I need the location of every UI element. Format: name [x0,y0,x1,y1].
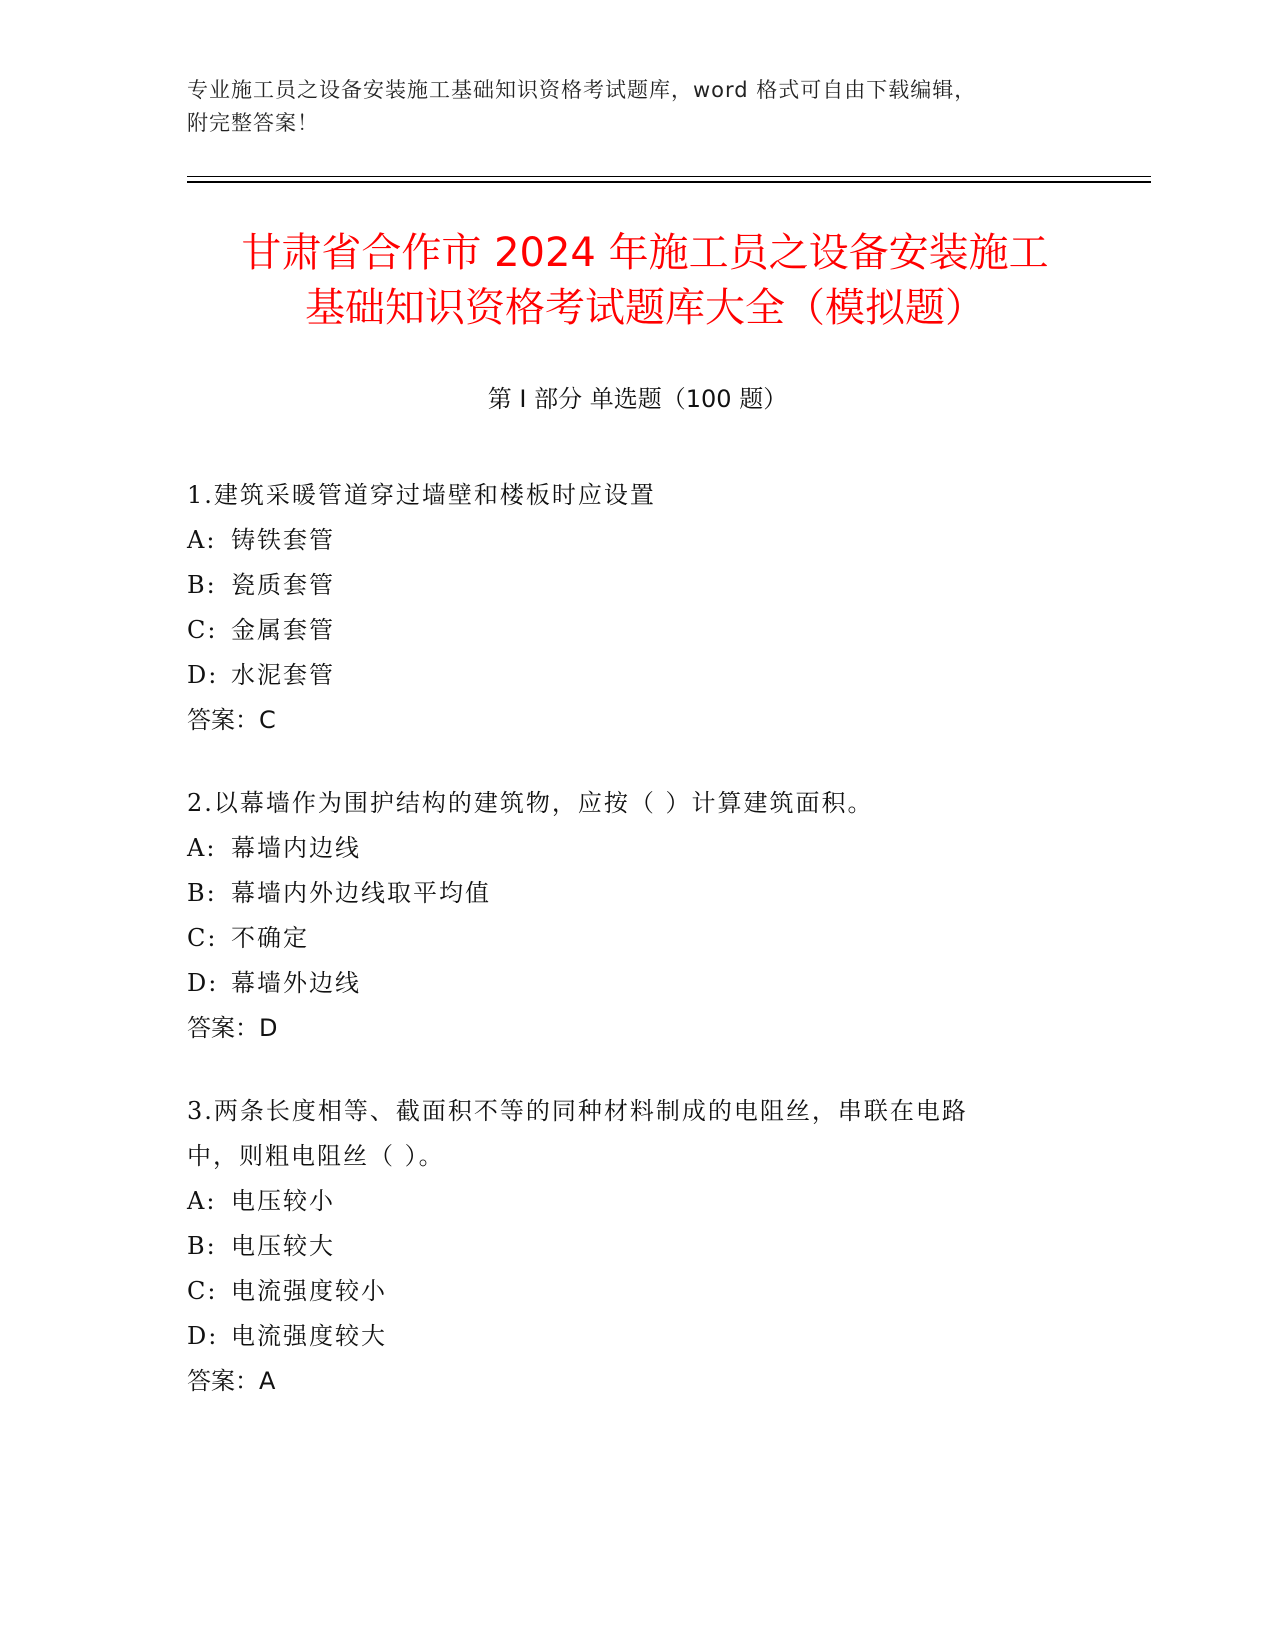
answer: 答案：C [187,706,276,734]
option-d [187,653,1067,698]
option-key: D: [187,969,219,997]
document-title-line-1: 甘肃省合作市 2024 年施工员之设备安装施工 [241,230,1049,276]
header-note-line-2: 附完整答案！ [187,111,319,135]
option-key: C: [187,924,218,952]
option-text: 电流强度较小 [231,1277,387,1305]
option-c [187,916,1067,961]
option-text: 幕墙内外边线取平均值 [231,879,491,907]
option-a [187,826,1067,871]
question-stem: 1.建筑采暖管道穿过墙壁和楼板时应设置 [187,481,656,509]
question-list [187,473,1067,1442]
header-divider-bottom [187,181,1151,183]
document-title [180,226,1110,336]
option-key: D: [187,1322,219,1350]
question-stem-line-1: 3.两条长度相等、截面积不等的同种材料制成的电阻丝，串联在电路 [187,1097,968,1125]
header-note [187,74,1087,140]
option-text: 电流强度较大 [231,1322,387,1350]
option-d [187,961,1067,1006]
option-text: 幕墙内边线 [231,834,361,862]
option-text: 水泥套管 [231,661,335,689]
question-stem-line-2: 中，则粗电阻丝（ ）。 [187,1142,445,1170]
option-key: B: [187,571,217,599]
option-key: A: [187,834,217,862]
option-key: A: [187,526,217,554]
option-text: 金属套管 [231,616,335,644]
option-key: B: [187,879,217,907]
option-d [187,1314,1067,1359]
option-text: 瓷质套管 [231,571,335,599]
option-c [187,1269,1067,1314]
question-1 [187,473,1067,743]
option-a [187,518,1067,563]
option-text: 电压较小 [231,1187,335,1215]
option-b [187,563,1067,608]
option-a [187,1179,1067,1224]
document-title-line-2: 基础知识资格考试题库大全（模拟题） [305,285,985,331]
question-3 [187,1089,1067,1404]
option-key: A: [187,1187,217,1215]
option-b [187,871,1067,916]
option-key: C: [187,616,218,644]
option-key: C: [187,1277,218,1305]
option-text: 幕墙外边线 [231,969,361,997]
header-note-line-1: 专业施工员之设备安装施工基础知识资格考试题库，word 格式可自由下载编辑， [187,78,977,102]
answer: 答案：D [187,1014,278,1042]
option-key: B: [187,1232,217,1260]
header-divider-top [187,176,1151,177]
option-c [187,608,1067,653]
question-2 [187,781,1067,1051]
option-b [187,1224,1067,1269]
option-text: 不确定 [231,924,309,952]
answer: 答案：A [187,1367,276,1395]
option-text: 电压较大 [231,1232,335,1260]
question-stem: 2.以幕墙作为围护结构的建筑物，应按（ ）计算建筑面积。 [187,789,874,817]
option-text: 铸铁套管 [231,526,335,554]
option-key: D: [187,661,219,689]
section-heading: 第 I 部分 单选题（100 题） [487,385,788,413]
